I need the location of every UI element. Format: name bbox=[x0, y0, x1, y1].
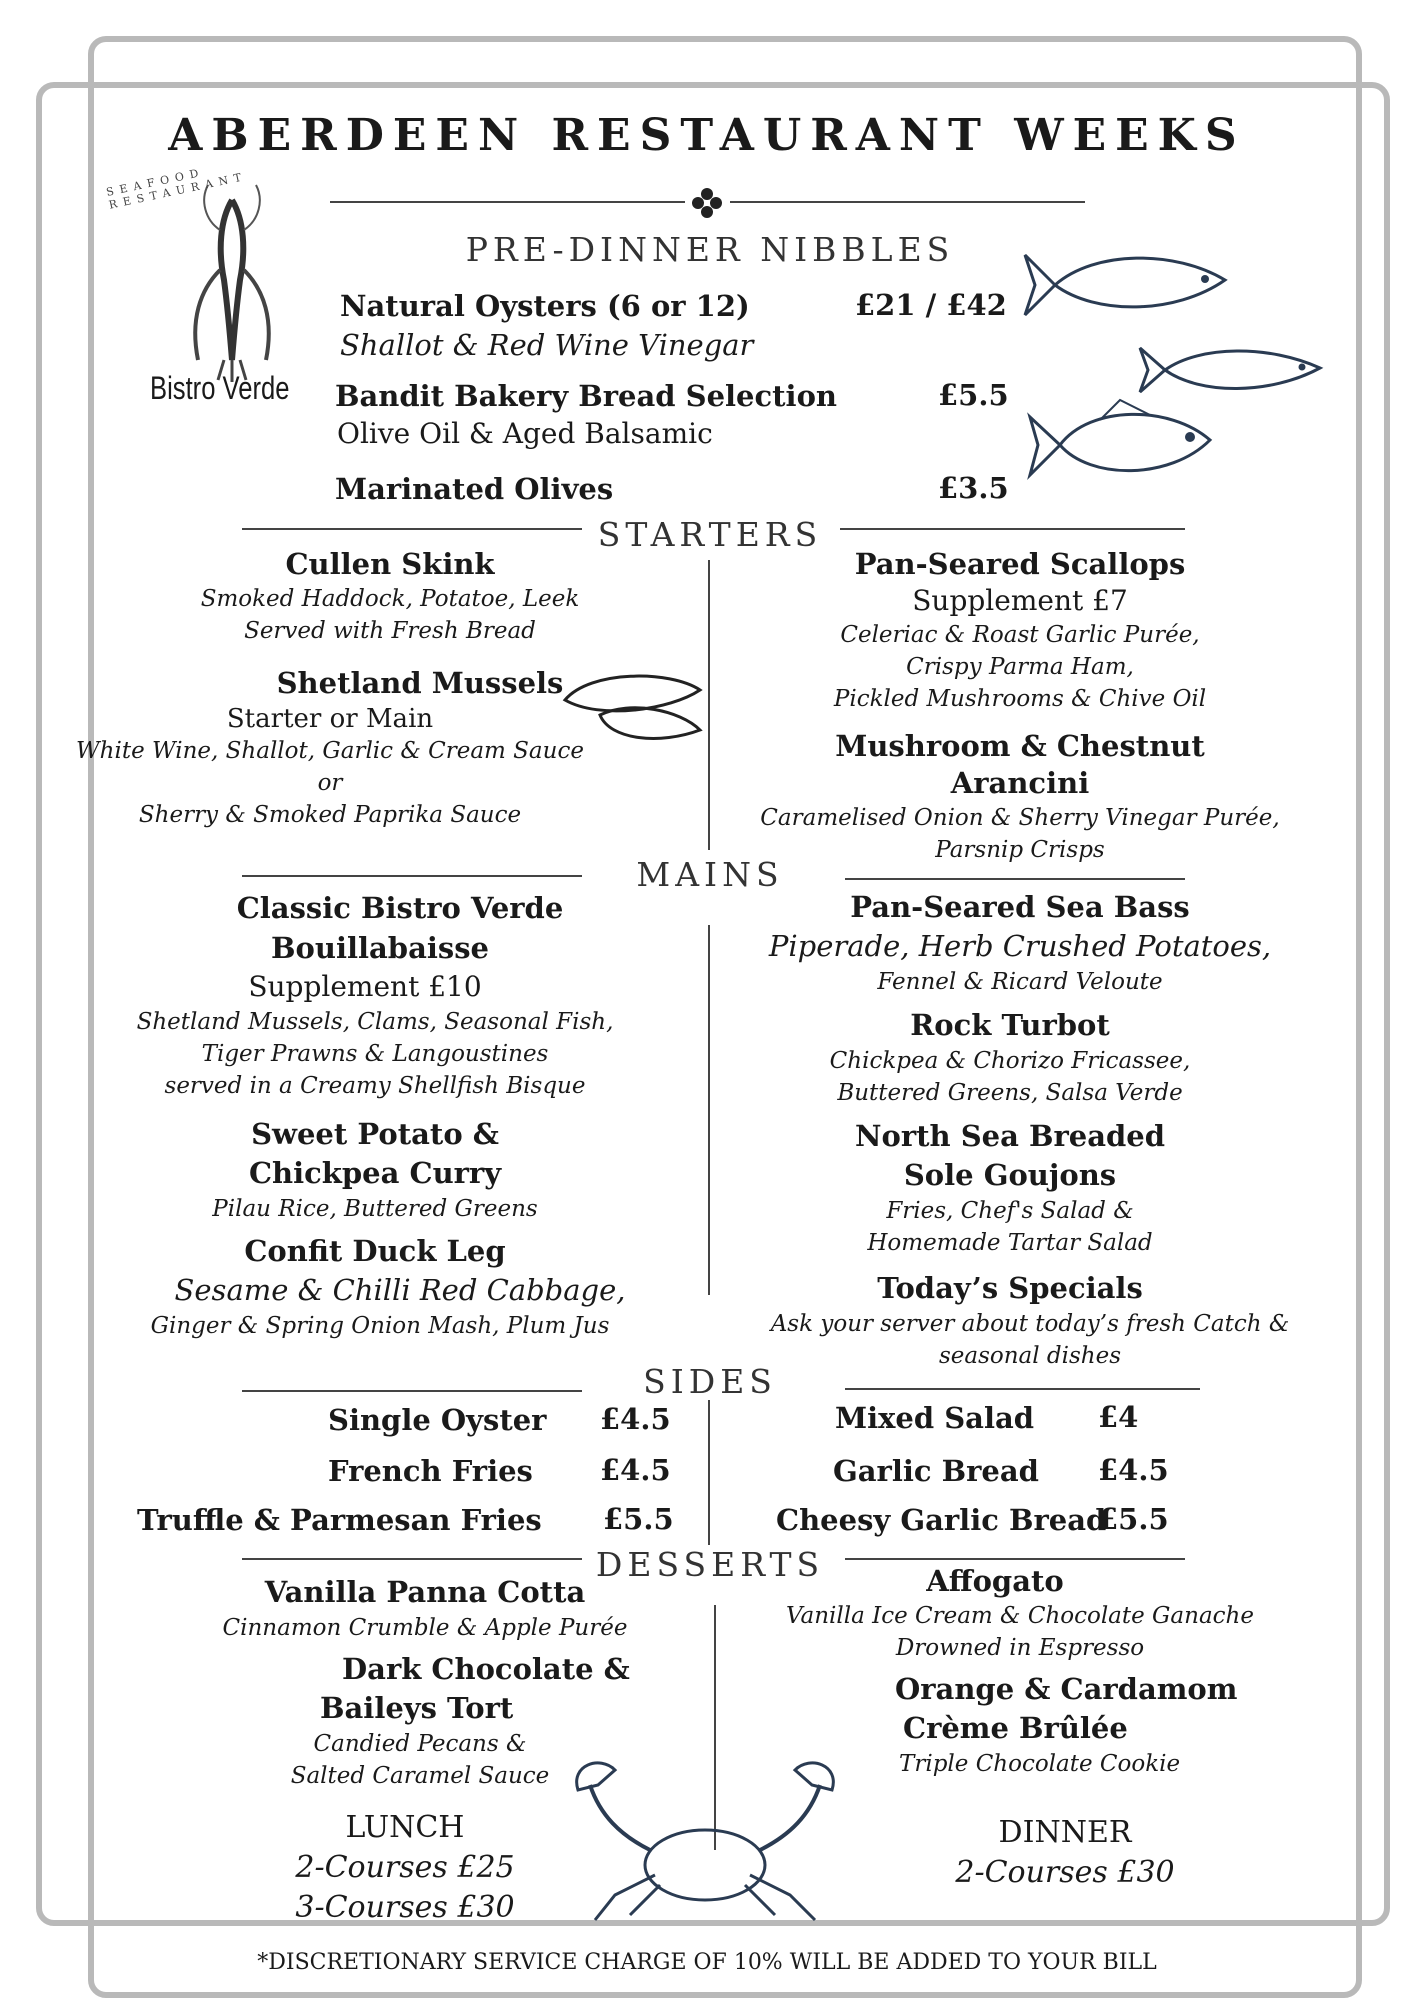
side-oyster-price: £4.5 bbox=[600, 1402, 671, 1436]
nibble-bread-price: £5.5 bbox=[938, 378, 1009, 412]
starter-mussels-desc-1: White Wine, Shallot, Garlic & Cream Sauce bbox=[76, 738, 584, 764]
starters-rule-right bbox=[840, 528, 1185, 530]
nibble-olives-name: Marinated Olives bbox=[335, 472, 614, 506]
side-truffle-fries-price: £5.5 bbox=[603, 1502, 674, 1536]
logo-arc-text: SEAFOOD RESTAURANT bbox=[105, 165, 249, 212]
dessert-tort bbox=[320, 1650, 650, 1728]
lunch-pricing bbox=[290, 1808, 520, 1928]
starters-divider bbox=[708, 560, 710, 850]
starter-arancini bbox=[760, 728, 1280, 866]
nibble-bread-desc: Olive Oil & Aged Balsamic bbox=[337, 417, 713, 450]
title-rule-right bbox=[730, 201, 1085, 203]
lunch-option-2: 3-Courses £30 bbox=[295, 1890, 515, 1925]
mains-rule-left bbox=[242, 875, 582, 877]
dessert-tort-details bbox=[270, 1728, 570, 1792]
main-sea-bass-desc: Fennel & Ricard Veloute bbox=[877, 969, 1163, 995]
section-mains: MAINS bbox=[636, 855, 784, 894]
sides-rule-right bbox=[845, 1388, 1200, 1390]
starter-arancini-desc-1: Caramelised Onion & Sherry Vinegar Purée, bbox=[760, 805, 1280, 831]
starter-cullen-skink-desc-2: Served with Fresh Bread bbox=[244, 618, 536, 644]
side-salad-name: Mixed Salad bbox=[835, 1401, 1035, 1435]
starter-mussels-sub: Starter or Main bbox=[226, 704, 434, 734]
mains-rule-right bbox=[845, 878, 1185, 880]
page-title: ABERDEEN RESTAURANT WEEKS bbox=[168, 110, 1246, 161]
main-curry-name-2: Chickpea Curry bbox=[248, 1156, 502, 1190]
lunch-option-1: 2-Courses £25 bbox=[295, 1850, 515, 1885]
starter-scallops-desc-1: Celeriac & Roast Garlic Purée, bbox=[840, 622, 1200, 648]
starter-scallops bbox=[760, 546, 1280, 715]
dessert-tort-name-1: Dark Chocolate & bbox=[342, 1652, 630, 1686]
main-duck-desc-big: Sesame & Chilli Red Cabbage, bbox=[174, 1273, 626, 1307]
section-nibbles: PRE-DINNER NIBBLES bbox=[465, 230, 955, 269]
section-sides: SIDES bbox=[643, 1362, 777, 1401]
main-turbot bbox=[760, 1005, 1260, 1109]
main-bouillabaisse-desc-2: Tiger Prawns & Langoustines bbox=[201, 1041, 549, 1067]
main-duck-name: Confit Duck Leg bbox=[244, 1234, 506, 1268]
section-starters: STARTERS bbox=[597, 515, 823, 554]
dessert-tort-desc-2: Salted Caramel Sauce bbox=[290, 1763, 550, 1789]
dessert-panna-cotta-name: Vanilla Panna Cotta bbox=[264, 1575, 586, 1609]
main-bouillabaisse-sub: Supplement £10 bbox=[248, 970, 482, 1003]
main-goujons-desc-1: Fries, Chef's Salad & bbox=[886, 1198, 1134, 1224]
side-oyster-name: Single Oyster bbox=[328, 1403, 547, 1437]
dessert-tort-name-2: Baileys Tort bbox=[320, 1691, 514, 1725]
main-bouillabaisse-desc-3: served in a Creamy Shellfish Bisque bbox=[164, 1073, 586, 1099]
dessert-tort-desc-1: Candied Pecans & bbox=[313, 1731, 527, 1757]
dessert-brulee-name-1: Orange & Cardamom bbox=[895, 1672, 1238, 1706]
starter-arancini-name-1: Mushroom & Chestnut bbox=[835, 729, 1205, 763]
starter-scallops-sub: Supplement £7 bbox=[912, 584, 1128, 617]
starter-mussels-name: Shetland Mussels bbox=[276, 666, 564, 700]
main-turbot-name: Rock Turbot bbox=[910, 1008, 1110, 1042]
dessert-affogato-name: Affogato bbox=[926, 1564, 1064, 1598]
title-rule-left bbox=[330, 201, 685, 203]
dessert-panna-cotta-desc: Cinnamon Crumble & Apple Purée bbox=[222, 1615, 628, 1641]
side-fries-price: £4.5 bbox=[600, 1453, 671, 1487]
dessert-affogato-desc-1: Vanilla Ice Cream & Chocolate Ganache bbox=[786, 1603, 1254, 1629]
nibble-oysters-name: Natural Oysters (6 or 12) bbox=[340, 289, 750, 323]
starter-arancini-name-2: Arancini bbox=[950, 766, 1090, 800]
main-goujons-name-1: North Sea Breaded bbox=[854, 1119, 1166, 1153]
starter-scallops-desc-2: Crispy Parma Ham, bbox=[906, 654, 1134, 680]
main-goujons bbox=[760, 1117, 1260, 1259]
starter-scallops-name: Pan-Seared Scallops bbox=[854, 547, 1186, 581]
nibble-oysters-desc: Shallot & Red Wine Vinegar bbox=[340, 328, 754, 362]
dinner-option-1: 2-Courses £30 bbox=[955, 1855, 1175, 1890]
main-bouillabaisse-name-1: Classic Bistro Verde bbox=[236, 891, 564, 925]
dessert-brulee-name-2: Crème Brûlée bbox=[903, 1711, 1128, 1745]
main-curry-desc: Pilau Rice, Buttered Greens bbox=[212, 1196, 538, 1222]
fleur-ornament-icon bbox=[690, 186, 724, 220]
sea-bass-fish-icon bbox=[1030, 395, 1220, 490]
side-truffle-fries-name: Truffle & Parmesan Fries bbox=[137, 1503, 542, 1537]
main-bouillabaisse bbox=[136, 888, 650, 1102]
side-fries-name: French Fries bbox=[328, 1454, 533, 1488]
main-bouillabaisse-desc-1: Shetland Mussels, Clams, Seasonal Fish, bbox=[136, 1009, 614, 1035]
main-duck-desc: Ginger & Spring Onion Mash, Plum Jus bbox=[150, 1313, 610, 1339]
desserts-rule-left bbox=[242, 1558, 582, 1560]
main-sea-bass-desc-big: Piperade, Herb Crushed Potatoes, bbox=[768, 929, 1272, 963]
side-garlic-bread-price: £4.5 bbox=[1098, 1453, 1169, 1487]
main-bouillabaisse-name-2: Bouillabaisse bbox=[271, 931, 489, 965]
dessert-brulee-desc: Triple Chocolate Cookie bbox=[899, 1751, 1181, 1777]
lunch-label: LUNCH bbox=[345, 1810, 465, 1845]
starter-cullen-skink-name: Cullen Skink bbox=[285, 547, 495, 581]
crab-icon bbox=[560, 1755, 850, 1930]
dinner-pricing bbox=[950, 1813, 1180, 1893]
dessert-panna-cotta bbox=[200, 1572, 650, 1644]
main-goujons-desc-2: Homemade Tartar Salad bbox=[867, 1230, 1153, 1256]
main-specials-desc-1: Ask your server about today’s fresh Catch & bbox=[770, 1311, 1290, 1337]
main-sea-bass-name: Pan-Seared Sea Bass bbox=[850, 890, 1190, 924]
starter-cullen-skink-desc-1: Smoked Haddock, Potatoe, Leek bbox=[200, 586, 580, 612]
main-specials-desc-2: seasonal dishes bbox=[938, 1343, 1122, 1369]
main-specials bbox=[760, 1268, 1300, 1372]
section-desserts: DESSERTS bbox=[595, 1545, 825, 1584]
starter-mussels-desc-2: or bbox=[317, 770, 343, 796]
main-turbot-desc-2: Buttered Greens, Salsa Verde bbox=[837, 1080, 1183, 1106]
starter-scallops-desc-3: Pickled Mushrooms & Chive Oil bbox=[833, 686, 1207, 712]
side-cheesy-bread-name: Cheesy Garlic Bread bbox=[776, 1503, 1107, 1537]
side-salad-price: £4 bbox=[1098, 1400, 1139, 1434]
dessert-affogato bbox=[760, 1562, 1280, 1664]
starters-rule-left bbox=[242, 528, 582, 530]
starter-arancini-desc-2: Parsnip Crisps bbox=[935, 837, 1105, 863]
service-charge-footer: *DISCRETIONARY SERVICE CHARGE OF 10% WILL BE ADDED TO YOUR BILL bbox=[257, 1950, 1157, 1975]
main-curry-name-1: Sweet Potato & bbox=[251, 1117, 499, 1151]
main-curry bbox=[150, 1115, 600, 1225]
nibble-olives-price: £3.5 bbox=[938, 471, 1009, 505]
tuna-fish-icon bbox=[1025, 245, 1235, 325]
starter-mussels-desc-3: Sherry & Smoked Paprika Sauce bbox=[138, 802, 522, 828]
main-sea-bass bbox=[760, 887, 1280, 998]
dessert-affogato-desc-2: Drowned in Espresso bbox=[895, 1635, 1145, 1661]
main-goujons-name-2: Sole Goujons bbox=[903, 1158, 1117, 1192]
main-duck bbox=[150, 1232, 650, 1342]
side-garlic-bread-name: Garlic Bread bbox=[833, 1454, 1039, 1488]
dinner-label: DINNER bbox=[998, 1815, 1132, 1850]
mackerel-fish-icon bbox=[1140, 340, 1330, 400]
starter-cullen-skink bbox=[150, 546, 630, 647]
main-specials-name: Today’s Specials bbox=[877, 1271, 1143, 1305]
main-turbot-desc-1: Chickpea & Chorizo Fricassee, bbox=[829, 1048, 1191, 1074]
dessert-brulee bbox=[895, 1670, 1295, 1780]
side-cheesy-bread-price: £5.5 bbox=[1098, 1502, 1169, 1536]
nibble-oysters-price: £21 / £42 bbox=[855, 288, 1007, 322]
mains-divider bbox=[708, 925, 710, 1295]
logo-name: Bistro Verde bbox=[150, 370, 290, 406]
desserts-rule-right bbox=[845, 1558, 1185, 1560]
mussel-shell-icon bbox=[560, 670, 705, 745]
nibble-bread-name: Bandit Bakery Bread Selection bbox=[335, 379, 838, 413]
sides-divider bbox=[708, 1400, 710, 1545]
sides-rule-left bbox=[242, 1390, 582, 1392]
